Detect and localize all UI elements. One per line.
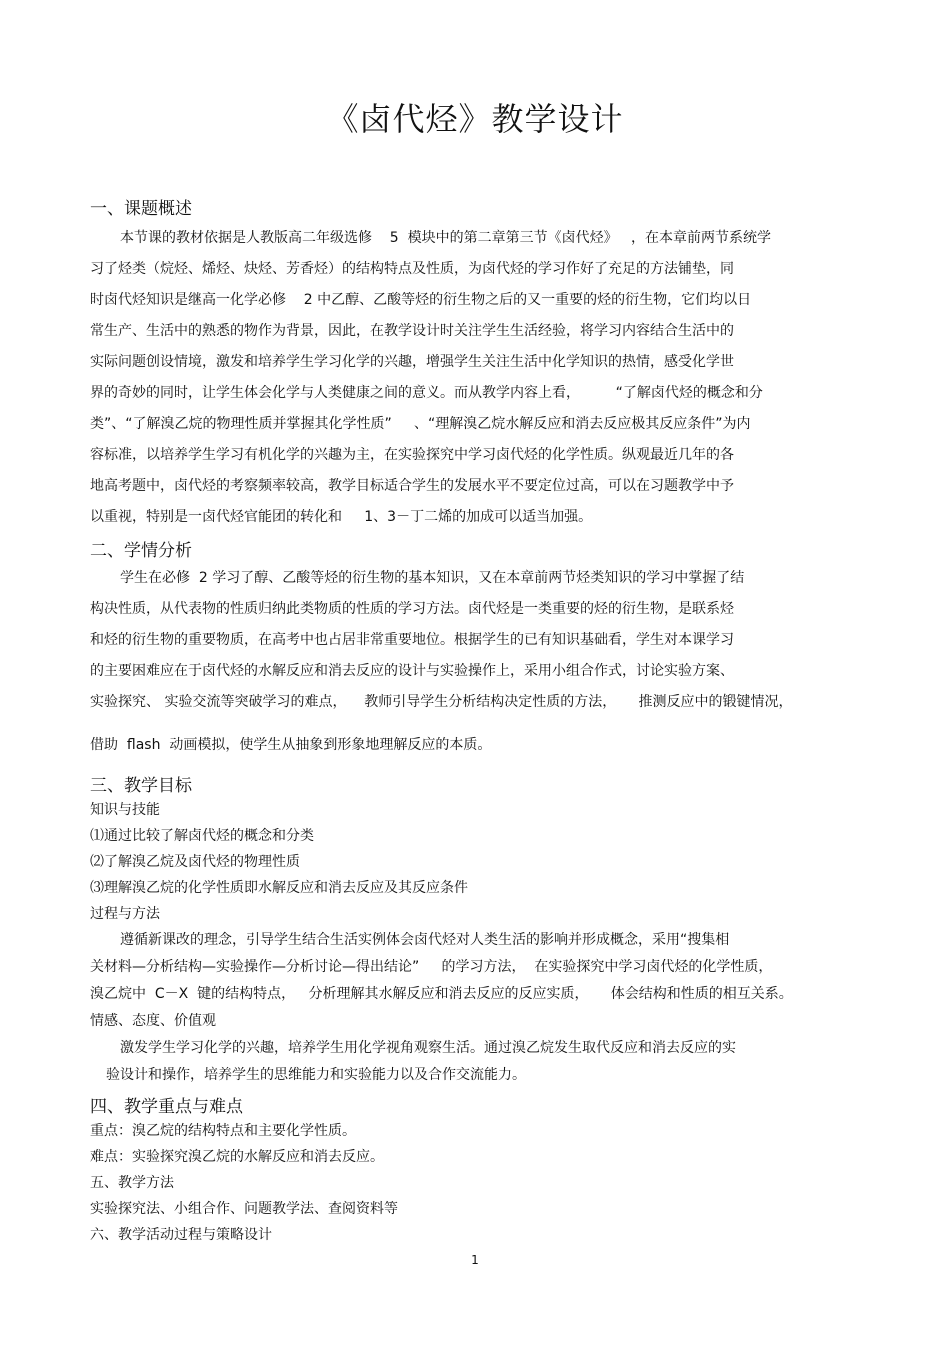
key-point-text: 重点：溴乙烷的结构特点和主要化学性质。 — [90, 1123, 356, 1139]
paragraph-line: 常生产、生活中的熟悉的物作为背景，因此，在教学设计时关注学生生活经验，将学习内容结合生活中的 — [90, 323, 734, 339]
paragraph-line: 溴乙烷中 C－X 键的结构特点， 分析理解其水解反应和消去反应的反应实质， 体会结构和性质的相互关系。 — [90, 986, 793, 1002]
section-heading-objectives: 三、教学目标 — [90, 776, 192, 796]
paragraph-line: 和烃的衍生物的重要物质，在高考中也占居非常重要地位。根据学生的已有知识基础看，学生对本课学习 — [90, 632, 734, 648]
subheading-knowledge: 知识与技能 — [90, 802, 160, 818]
paragraph-line: 界的奇妙的同时，让学生体会化学与人类健康之间的意义。而从教学内容上看， “了解卤代烃的概念和分 — [90, 385, 763, 401]
paragraph-line: 遵循新课改的理念，引导学生结合生活实例体会卤代烃对人类生活的影响并形成概念，采用“搜集相 — [120, 932, 730, 948]
paragraph-line: 激发学生学习化学的兴趣，培养学生用化学视角观察生活。通过溴乙烷发生取代反应和消去反应的实 — [120, 1040, 736, 1056]
paragraph-line: 的主要困难应在于卤代烃的水解反应和消去反应的设计与实验操作上，采用小组合作式，讨论实验方案、 — [90, 663, 734, 679]
methods-text: 实验探究法、小组合作、问题教学法、查阅资料等 — [90, 1201, 398, 1217]
list-item: ⑶理解溴乙烷的化学性质即水解反应和消去反应及其反应条件 — [90, 880, 468, 896]
paragraph-line: 容标准，以培养学生学习有机化学的兴趣为主，在实验探究中学习卤代烃的化学性质。纵观最近几年的各 — [90, 447, 734, 463]
paragraph-line: 关材料—分析结构—实验操作—分析讨论—得出结论” 的学习方法， 在实验探究中学习卤代烃的化学性质， — [90, 959, 773, 975]
paragraph-line: 类”、“了解溴乙烷的物理性质并掌握其化学性质” 、“理解溴乙烷水解反应和消去反应极其反应条件”为内 — [90, 416, 751, 432]
paragraph-line: 学生在必修 2 学习了醇、乙酸等烃的衍生物的基本知识，又在本章前两节烃类知识的学习中掌握了结 — [120, 570, 745, 586]
paragraph-line: 时卤代烃知识是继高一化学必修 2 中乙醇、乙酸等烃的衍生物之后的又一重要的烃的衍生物，它们均以日 — [90, 292, 752, 308]
paragraph-line: 本节课的教材依据是人教版高二年级选修 5 模块中的第二章第三节《卤代烃》 ，在本章前两节系统学 — [120, 230, 771, 246]
section-heading-overview: 一、课题概述 — [90, 199, 192, 219]
document-title: 《卤代烃》教学设计 — [326, 100, 624, 138]
list-item: ⑴通过比较了解卤代烃的概念和分类 — [90, 828, 314, 844]
paragraph-line: 验设计和操作，培养学生的思维能力和实验能力以及合作交流能力。 — [106, 1067, 526, 1083]
list-item: ⑵了解溴乙烷及卤代烃的物理性质 — [90, 854, 300, 870]
section-heading-process-design: 六、教学活动过程与策略设计 — [90, 1227, 272, 1243]
paragraph-line: 实验探究、 实验交流等突破学习的难点， 教师引导学生分析结构决定性质的方法， 推测反应中的锻键情况， — [90, 694, 793, 710]
paragraph-line: 构决性质，从代表物的性质归纳此类物质的性质的学习方法。卤代烃是一类重要的烃的衍生物，是联系烃 — [90, 601, 734, 617]
section-heading-analysis: 二、学情分析 — [90, 541, 192, 561]
section-heading-key-points: 四、教学重点与难点 — [90, 1097, 243, 1117]
paragraph-line: 地高考题中，卤代烃的考察频率较高，教学目标适合学生的发展水平不要定位过高，可以在习题教学中予 — [90, 478, 734, 494]
paragraph-line: 借助 flash 动画模拟，使学生从抽象到形象地理解反应的本质。 — [90, 737, 492, 753]
subheading-attitude: 情感、态度、价值观 — [90, 1013, 216, 1029]
section-heading-methods: 五、教学方法 — [90, 1175, 174, 1191]
paragraph-line: 实际问题创设情境，激发和培养学生学习化学的兴趣，增强学生关注生活中化学知识的热情，感受化学世 — [90, 354, 734, 370]
paragraph-line: 习了烃类（烷烃、烯烃、炔烃、芳香烃）的结构特点及性质，为卤代烃的学习作好了充足的方法铺垫，同 — [90, 261, 734, 277]
page-number: 1 — [471, 1253, 479, 1267]
subheading-process: 过程与方法 — [90, 906, 160, 922]
difficulty-text: 难点：实验探究溴乙烷的水解反应和消去反应。 — [90, 1149, 384, 1165]
paragraph-line: 以重视，特别是一卤代烃官能团的转化和 1、3－丁二烯的加成可以适当加强。 — [90, 509, 593, 525]
